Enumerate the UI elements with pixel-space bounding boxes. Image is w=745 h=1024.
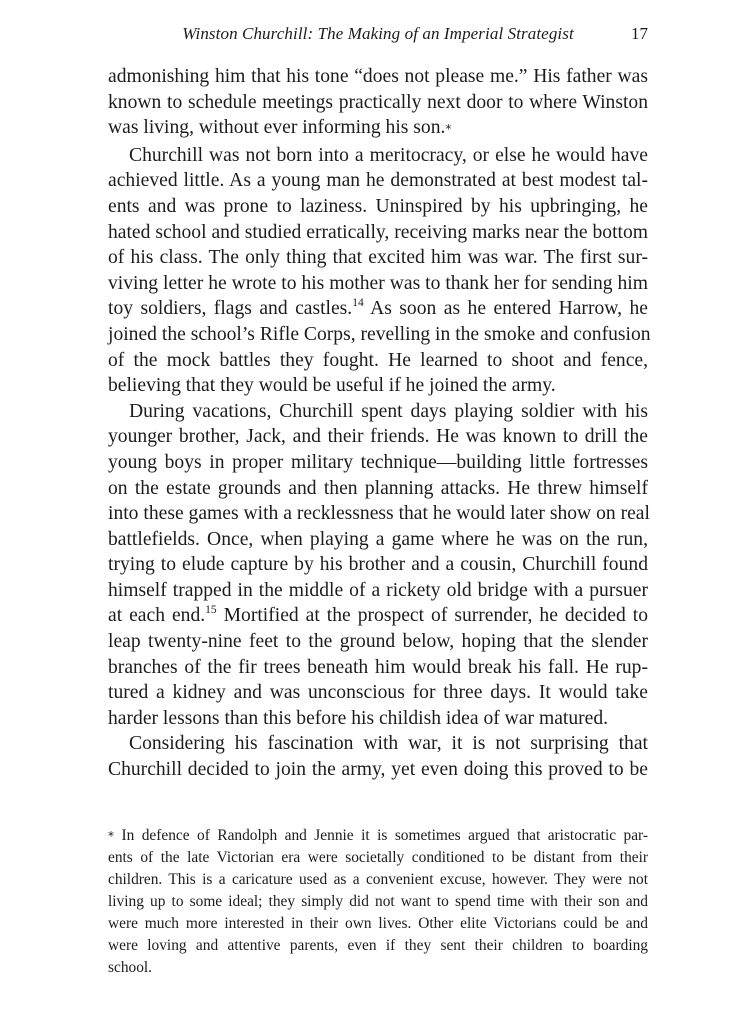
text-line: harder lessons than this before his childish idea of war matured. <box>108 707 609 729</box>
footnote-marker: * <box>445 122 452 137</box>
text-line: joined the school’s Rifle Corps, revelling in the smoke and confusion <box>108 323 651 345</box>
text-line <box>108 603 648 629</box>
text-line: known to schedule meetings practically next door to where Winston <box>108 91 648 113</box>
footnote-line: were loving and attentive parents, even if they sent their children to boarding <box>108 937 648 954</box>
footnote-line: school. <box>108 959 153 976</box>
text-line: During vacations, Churchill spent days playing soldier with his <box>129 400 648 422</box>
paragraph-2 <box>108 143 651 399</box>
page-number: 17 <box>631 24 648 43</box>
text-line: on the estate grounds and then planning attacks. He threw himself <box>108 477 648 499</box>
text-line: tured a kidney and was unconscious for three days. It would take <box>108 682 648 704</box>
footnote-line <box>108 825 648 847</box>
text-line: Churchill was not born into a meritocracy, or else he would have <box>129 144 648 166</box>
text-segment: Mortified at the prospect of surrender, he decided to <box>216 605 648 627</box>
text-line: admonishing him that his tone “does not please me.” His father was <box>108 66 648 87</box>
text-line: believing that they would be useful if he joined the army. <box>108 375 556 397</box>
text-segment: toy soldiers, flags and castles. <box>108 298 353 320</box>
footnote-line: ents of the late Victorian era were societally conditioned to be distant from their <box>108 849 648 866</box>
endnote-ref-14: 14 <box>352 296 364 309</box>
text-line: into these games with a recklessness that he would later show on real <box>108 503 650 525</box>
footnote <box>108 825 648 979</box>
text-line: leap twenty-nine feet to the ground below, hoping that the slender <box>108 631 648 653</box>
text-segment: As soon as he entered Harrow, he <box>363 298 648 320</box>
text-line: achieved little. As a young man he demonstrated at best modest tal- <box>108 170 648 192</box>
text-line: Churchill decided to join the army, yet even doing this proved to be <box>108 759 648 781</box>
text-line: ents and was prone to laziness. Uninspired by his upbringing, he <box>108 195 648 217</box>
running-head <box>108 22 648 46</box>
footnote-marker: * <box>108 829 114 843</box>
footnote-line: were much more interested in their own lives. Other elite Victorians could be and <box>108 915 648 932</box>
endnote-ref-15: 15 <box>205 603 217 616</box>
text-line: battlefields. Once, when playing a game where he was on the run, <box>108 528 648 550</box>
text-line: trying to elude capture by his brother and a cousin, Churchill found <box>108 554 648 576</box>
running-title: Winston Churchill: The Making of an Imperial Strategist <box>182 24 574 43</box>
text-line: himself trapped in the middle of a rickety old bridge with a pursuer <box>108 579 648 601</box>
text-line: viving letter he wrote to his mother was to thank her for sending him <box>108 272 648 294</box>
text-line: hated school and studied erratically, receiving marks near the bottom <box>108 221 648 243</box>
footnote-line: living up to some ideal; they simply did not want to spend time with their son and <box>108 893 648 910</box>
text-line: younger brother, Jack, and their friends. He was known to drill the <box>108 426 648 448</box>
text-segment: was living, without ever informing his son. <box>108 117 446 139</box>
paragraph-4 <box>108 731 648 782</box>
text-line <box>108 296 648 322</box>
text-line: of his class. The only thing that excited him was war. The first sur- <box>108 247 648 269</box>
body-text <box>108 64 651 783</box>
text-line: of the mock battles they fought. He learned to shoot and fence, <box>108 349 648 371</box>
paragraph-1 <box>108 64 648 143</box>
text-line: Considering his fascination with war, it is not surprising that <box>129 733 648 755</box>
text-line: young boys in proper military technique—building little fortresses <box>108 451 648 473</box>
text-segment: at each end. <box>108 605 206 627</box>
text-segment: In defence of Randolph and Jennie it is sometimes argued that aristocratic par- <box>114 827 648 844</box>
text-line <box>108 115 648 143</box>
text-line: branches of the fir trees beneath him would break his fall. He rup- <box>108 656 648 678</box>
paragraph-3 <box>108 399 648 732</box>
footnote-line: children. This is a caricature used as a convenient excuse, however. They were not <box>108 871 648 888</box>
